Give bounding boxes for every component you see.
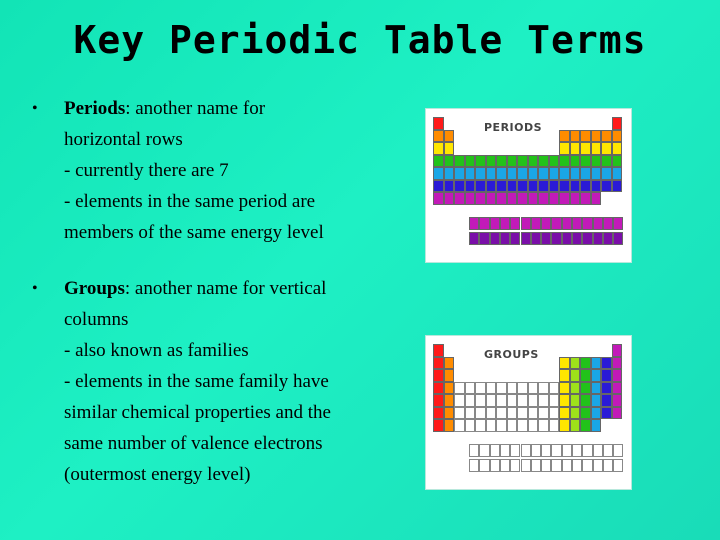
element-cell [444, 155, 455, 168]
element-cell [433, 192, 444, 205]
transition-cell [454, 407, 465, 420]
actinide-cell [510, 459, 520, 472]
actinide-cell [541, 232, 551, 245]
groups-definition [30, 273, 390, 304]
element-cell [517, 180, 528, 193]
element-cell [528, 167, 539, 180]
element-cell [559, 155, 570, 168]
lanthanide-cell [469, 217, 479, 230]
element-cell [612, 142, 623, 155]
element-cell [433, 117, 444, 130]
actinide-cell [613, 232, 623, 245]
element-cell [612, 117, 623, 130]
actinide-cell [479, 459, 489, 472]
element-cell [559, 142, 570, 155]
transition-cell [517, 419, 528, 432]
transition-cell [528, 419, 539, 432]
group-cell [433, 344, 444, 357]
lanthanide-cell [603, 444, 613, 457]
lanthanide-cell [582, 217, 592, 230]
group-cell [433, 407, 444, 420]
transition-cell [517, 394, 528, 407]
group-cell [591, 382, 602, 395]
lanthanide-cell [603, 217, 613, 230]
actinide-cell [551, 232, 561, 245]
lanthanide-cell [490, 444, 500, 457]
group-cell [612, 369, 623, 382]
element-cell [559, 130, 570, 143]
actinide-cell [500, 232, 510, 245]
element-cell [580, 155, 591, 168]
element-cell [486, 155, 497, 168]
actinide-cell [490, 232, 500, 245]
group-cell [444, 394, 455, 407]
actinide-cell [593, 232, 603, 245]
periods-figure-label: PERIODS [484, 121, 543, 134]
lanthanide-cell [521, 217, 531, 230]
element-cell [433, 142, 444, 155]
transition-cell [486, 382, 497, 395]
group-cell [601, 382, 612, 395]
transition-cell [538, 382, 549, 395]
group-cell [433, 382, 444, 395]
actinide-cell [500, 459, 510, 472]
periods-definition-text: : another name for [125, 98, 266, 119]
group-cell [433, 369, 444, 382]
lanthanide-cell [551, 444, 561, 457]
group-cell [580, 382, 591, 395]
actinide-cell [479, 232, 489, 245]
transition-cell [496, 394, 507, 407]
element-cell [444, 130, 455, 143]
transition-cell [486, 407, 497, 420]
lanthanide-cell [613, 217, 623, 230]
element-cell [444, 167, 455, 180]
element-cell [591, 167, 602, 180]
group-cell [601, 394, 612, 407]
group-cell [612, 394, 623, 407]
transition-cell [496, 419, 507, 432]
group-cell [559, 419, 570, 432]
actinide-cell [593, 459, 603, 472]
element-cell [475, 167, 486, 180]
lanthanide-cell [613, 444, 623, 457]
element-cell [601, 142, 612, 155]
element-cell [465, 180, 476, 193]
element-cell [612, 155, 623, 168]
transition-cell [538, 407, 549, 420]
element-cell [517, 192, 528, 205]
group-cell [433, 419, 444, 432]
actinide-cell [582, 232, 592, 245]
group-cell [591, 407, 602, 420]
actinide-cell [531, 232, 541, 245]
periods-sub-energy-cont: members of the same energy level [64, 222, 324, 243]
periods-bullet [30, 93, 390, 248]
element-cell [454, 192, 465, 205]
group-cell [612, 407, 623, 420]
element-cell [601, 155, 612, 168]
group-cell [570, 419, 581, 432]
actinide-cell [562, 232, 572, 245]
lanthanide-cell [479, 217, 489, 230]
element-cell [475, 192, 486, 205]
transition-cell [538, 419, 549, 432]
element-cell [580, 192, 591, 205]
periods-sub-count: - currently there are 7 [64, 160, 229, 181]
element-cell [570, 167, 581, 180]
group-cell [601, 369, 612, 382]
element-cell [486, 180, 497, 193]
lanthanide-cell [562, 217, 572, 230]
actinide-cell [562, 459, 572, 472]
lanthanide-cell [500, 217, 510, 230]
element-cell [444, 180, 455, 193]
groups-sub-families: - also known as families [64, 340, 249, 361]
element-cell [507, 155, 518, 168]
group-cell [612, 382, 623, 395]
lanthanide-cell [500, 444, 510, 457]
lanthanide-cell [562, 444, 572, 457]
element-cell [496, 192, 507, 205]
lanthanide-cell [531, 444, 541, 457]
element-cell [580, 167, 591, 180]
group-cell [444, 382, 455, 395]
group-cell [580, 357, 591, 370]
actinide-cell [572, 232, 582, 245]
transition-cell [486, 419, 497, 432]
element-cell [507, 180, 518, 193]
element-cell [591, 155, 602, 168]
actinide-cell [603, 232, 613, 245]
periods-definition-cont: horizontal rows [64, 129, 183, 150]
transition-cell [549, 419, 560, 432]
groups-sub-properties-cont2: same number of valence electrons [64, 433, 323, 454]
element-cell [601, 167, 612, 180]
element-cell [454, 167, 465, 180]
lanthanide-cell [582, 444, 592, 457]
actinide-cell [490, 459, 500, 472]
element-cell [559, 192, 570, 205]
element-cell [559, 167, 570, 180]
element-cell [475, 155, 486, 168]
lanthanide-cell [510, 444, 520, 457]
group-cell [580, 394, 591, 407]
element-cell [612, 130, 623, 143]
element-cell [454, 180, 465, 193]
element-cell [507, 192, 518, 205]
periods-table-image [425, 108, 632, 263]
group-cell [559, 369, 570, 382]
lanthanide-cell [531, 217, 541, 230]
element-cell [465, 167, 476, 180]
groups-sub-properties-cont3: (outermost energy level) [64, 464, 251, 485]
transition-cell [454, 382, 465, 395]
element-cell [612, 180, 623, 193]
element-cell [591, 130, 602, 143]
transition-cell [496, 382, 507, 395]
group-cell [601, 357, 612, 370]
element-cell [549, 192, 560, 205]
element-cell [549, 180, 560, 193]
group-cell [559, 357, 570, 370]
group-cell [591, 394, 602, 407]
transition-cell [486, 394, 497, 407]
element-cell [570, 130, 581, 143]
element-cell [465, 192, 476, 205]
lanthanide-cell [593, 217, 603, 230]
element-cell [591, 142, 602, 155]
actinide-cell [469, 232, 479, 245]
transition-cell [517, 382, 528, 395]
transition-cell [465, 394, 476, 407]
actinide-cell [551, 459, 561, 472]
actinide-cell [469, 459, 479, 472]
transition-cell [465, 382, 476, 395]
groups-definition-text: : another name for vertical [124, 278, 327, 299]
transition-cell [475, 382, 486, 395]
lanthanide-cell [541, 444, 551, 457]
element-cell [538, 180, 549, 193]
lanthanide-cell [541, 217, 551, 230]
element-cell [538, 167, 549, 180]
element-cell [496, 180, 507, 193]
transition-cell [475, 419, 486, 432]
element-cell [433, 167, 444, 180]
group-cell [612, 357, 623, 370]
lanthanide-cell [551, 217, 561, 230]
actinide-cell [531, 459, 541, 472]
transition-cell [549, 407, 560, 420]
element-cell [570, 192, 581, 205]
groups-definition-cont: columns [64, 309, 129, 330]
element-cell [517, 167, 528, 180]
lanthanide-cell [490, 217, 500, 230]
element-cell [591, 192, 602, 205]
element-cell [486, 192, 497, 205]
actinide-cell [541, 459, 551, 472]
actinide-cell [572, 459, 582, 472]
element-cell [549, 167, 560, 180]
transition-cell [507, 407, 518, 420]
transition-cell [496, 407, 507, 420]
group-cell [559, 382, 570, 395]
actinide-cell [521, 459, 531, 472]
groups-table-image [425, 335, 632, 490]
transition-cell [507, 382, 518, 395]
group-cell [570, 357, 581, 370]
transition-cell [465, 407, 476, 420]
transition-cell [528, 407, 539, 420]
element-cell [549, 155, 560, 168]
bullet-icon: • [32, 280, 38, 297]
transition-cell [454, 394, 465, 407]
slide-title: Key Periodic Table Terms [73, 18, 647, 62]
element-cell [517, 155, 528, 168]
groups-bullet [30, 273, 390, 490]
group-cell [591, 369, 602, 382]
element-cell [580, 130, 591, 143]
element-cell [528, 180, 539, 193]
transition-cell [528, 382, 539, 395]
periods-term: Periods [64, 98, 126, 119]
element-cell [486, 167, 497, 180]
group-cell [433, 357, 444, 370]
element-cell [580, 180, 591, 193]
element-cell [591, 180, 602, 193]
element-cell [433, 155, 444, 168]
group-cell [570, 382, 581, 395]
transition-cell [549, 382, 560, 395]
group-cell [570, 394, 581, 407]
transition-cell [507, 419, 518, 432]
element-cell [528, 155, 539, 168]
group-cell [591, 419, 602, 432]
group-cell [601, 407, 612, 420]
actinide-cell [603, 459, 613, 472]
element-cell [444, 192, 455, 205]
transition-cell [465, 419, 476, 432]
transition-cell [549, 394, 560, 407]
group-cell [570, 407, 581, 420]
element-cell [570, 155, 581, 168]
actinide-cell [510, 232, 520, 245]
group-cell [580, 369, 591, 382]
groups-sub-properties-cont1: similar chemical properties and the [64, 402, 331, 423]
element-cell [475, 180, 486, 193]
groups-sub-properties: - elements in the same family have [64, 371, 329, 392]
actinide-cell [582, 459, 592, 472]
groups-figure-label: GROUPS [484, 348, 539, 361]
group-cell [612, 344, 623, 357]
periods-definition [30, 93, 390, 124]
element-cell [444, 142, 455, 155]
group-cell [559, 394, 570, 407]
lanthanide-cell [479, 444, 489, 457]
element-cell [496, 155, 507, 168]
group-cell [580, 407, 591, 420]
group-cell [444, 419, 455, 432]
element-cell [612, 167, 623, 180]
transition-cell [517, 407, 528, 420]
transition-cell [528, 394, 539, 407]
transition-cell [454, 419, 465, 432]
element-cell [570, 180, 581, 193]
transition-cell [475, 394, 486, 407]
lanthanide-cell [469, 444, 479, 457]
element-cell [570, 142, 581, 155]
element-cell [538, 155, 549, 168]
transition-cell [475, 407, 486, 420]
element-cell [601, 130, 612, 143]
lanthanide-cell [510, 217, 520, 230]
element-cell [496, 167, 507, 180]
lanthanide-cell [521, 444, 531, 457]
groups-term: Groups [64, 278, 125, 299]
element-cell [528, 192, 539, 205]
element-cell [559, 180, 570, 193]
group-cell [580, 419, 591, 432]
element-cell [454, 155, 465, 168]
lanthanide-cell [572, 217, 582, 230]
element-cell [601, 180, 612, 193]
element-cell [538, 192, 549, 205]
actinide-cell [613, 459, 623, 472]
element-cell [465, 155, 476, 168]
element-cell [433, 130, 444, 143]
group-cell [559, 407, 570, 420]
actinide-cell [521, 232, 531, 245]
transition-cell [507, 394, 518, 407]
lanthanide-cell [572, 444, 582, 457]
group-cell [591, 357, 602, 370]
group-cell [570, 369, 581, 382]
lanthanide-cell [593, 444, 603, 457]
group-cell [444, 357, 455, 370]
bullet-icon: • [32, 100, 38, 117]
periods-sub-energy: - elements in the same period are [64, 191, 316, 212]
element-cell [433, 180, 444, 193]
group-cell [433, 394, 444, 407]
group-cell [444, 407, 455, 420]
element-cell [580, 142, 591, 155]
transition-cell [538, 394, 549, 407]
element-cell [507, 167, 518, 180]
group-cell [444, 369, 455, 382]
